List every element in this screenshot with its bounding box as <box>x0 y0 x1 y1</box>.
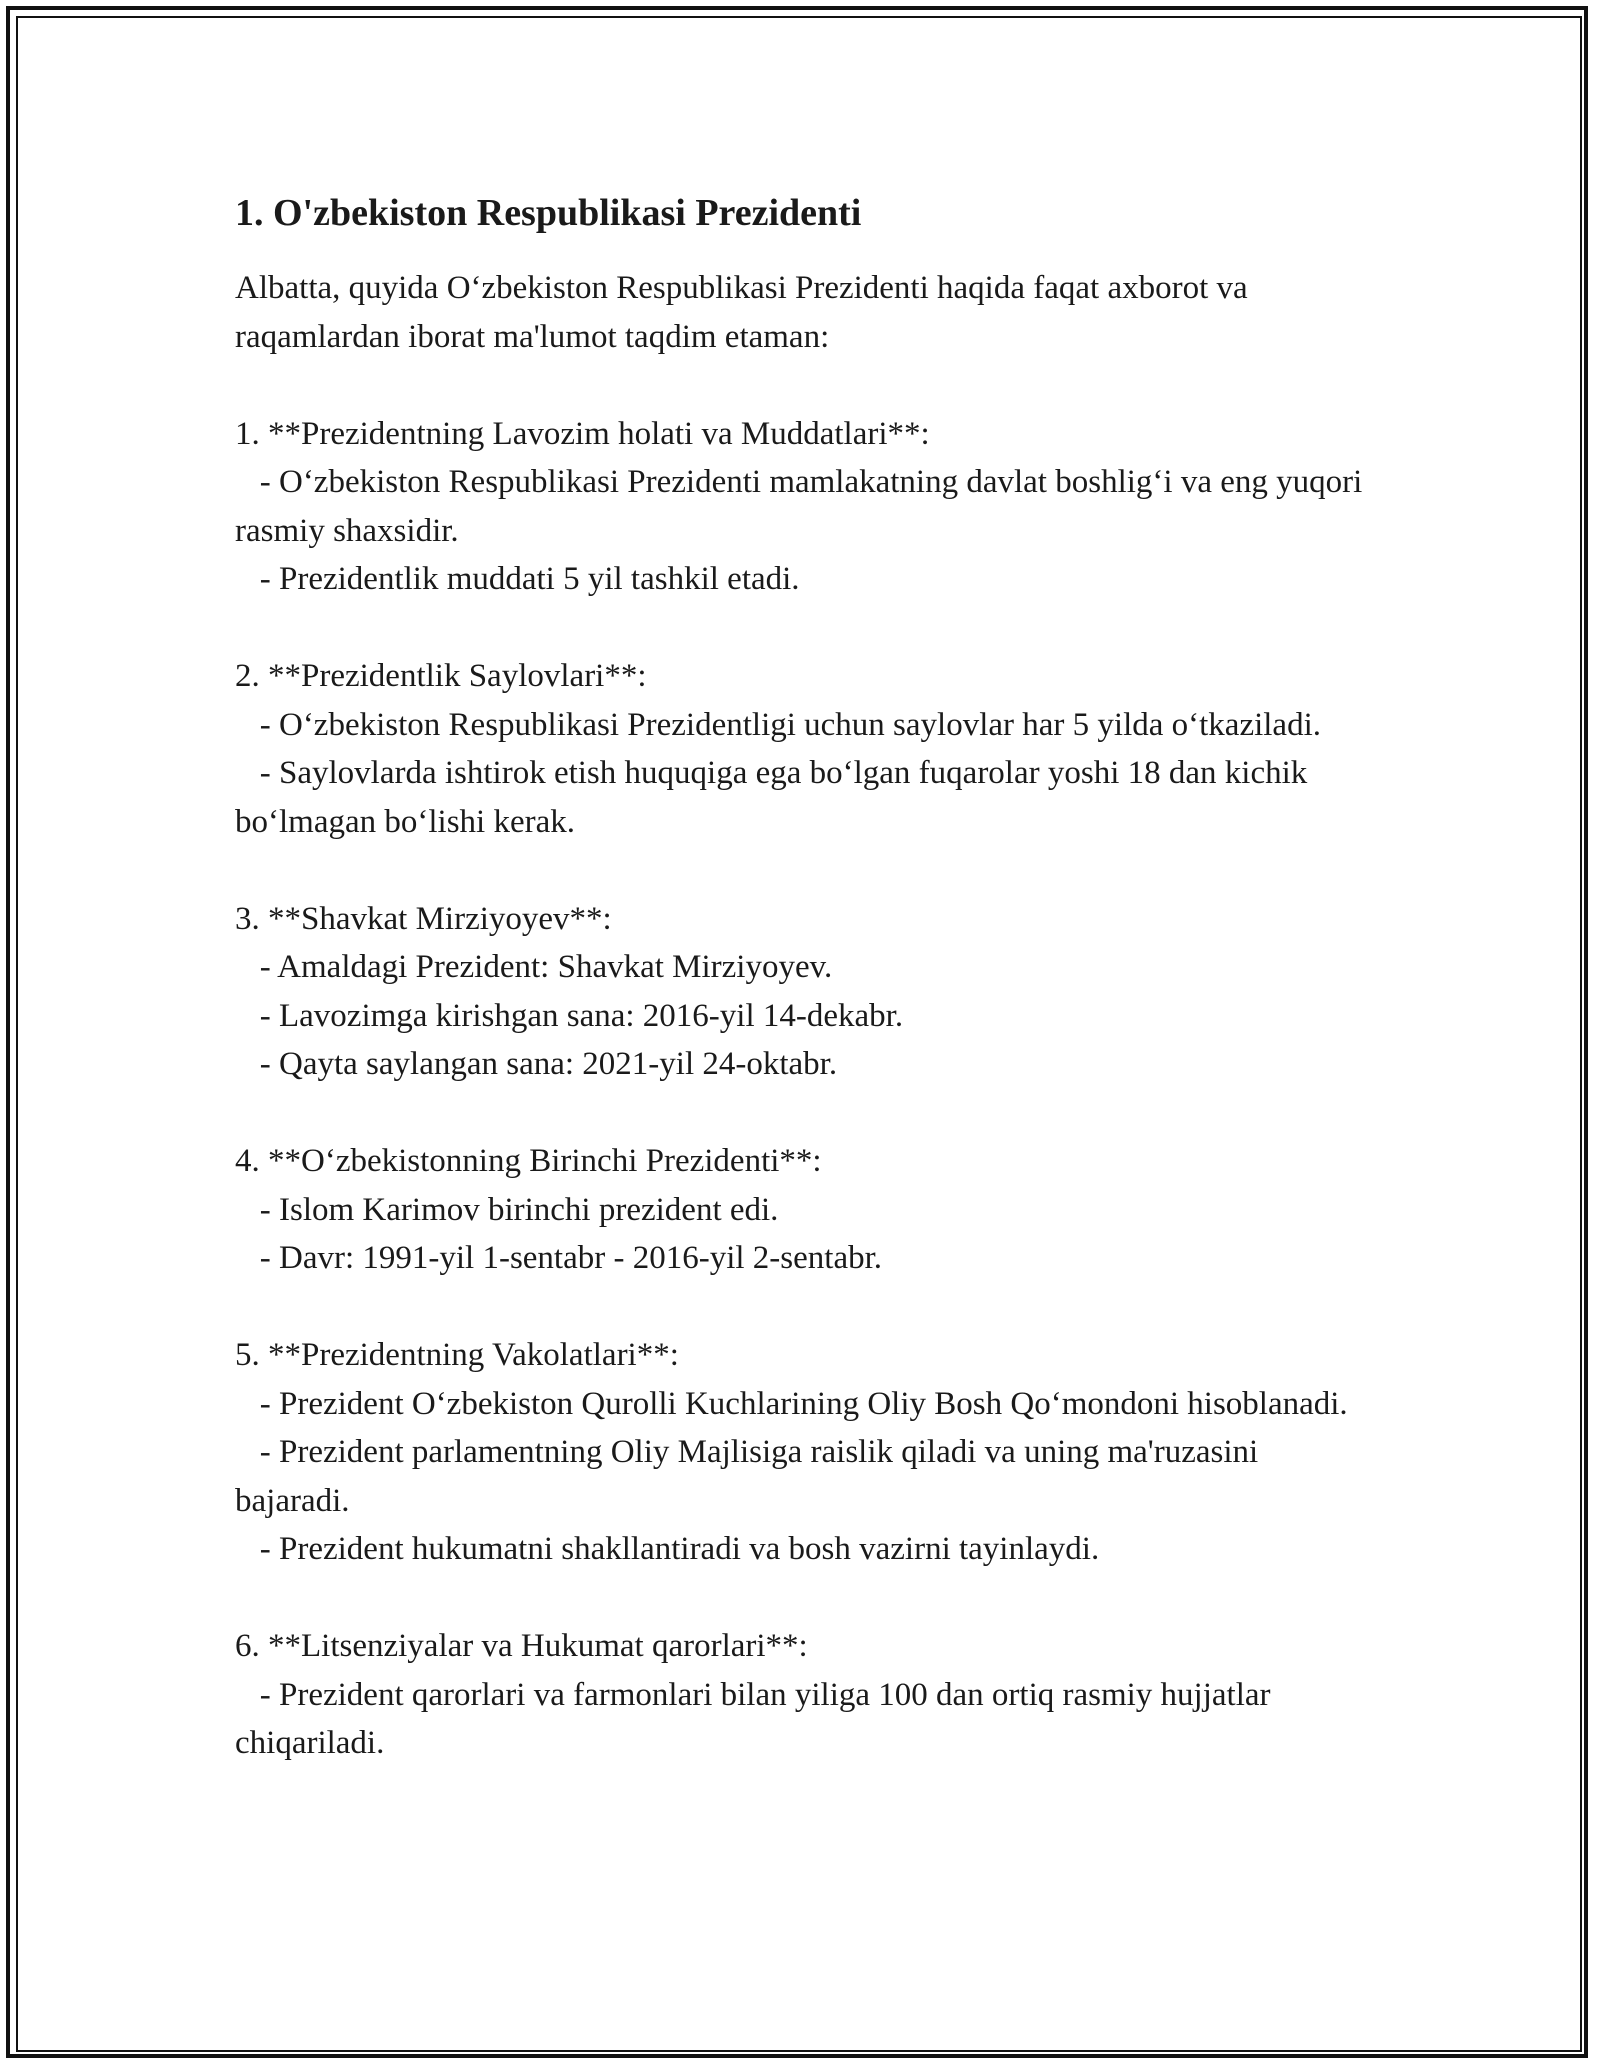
section-bullet: - Prezident qarorlari va farmonlari bilan yiliga 100 dan ortiq rasmiy hujjatlar chiqariladi. <box>235 1676 1279 1761</box>
section-4 <box>235 1137 1375 1283</box>
section-2 <box>235 652 1375 846</box>
section-bullet: - Prezident O‘zbekiston Qurolli Kuchlarining Oliy Bosh Qo‘mondoni hisoblanadi. <box>235 1385 1348 1422</box>
section-bullet: - O‘zbekiston Respublikasi Prezidenti mamlakatning davlat boshlig‘i va eng yuqori rasmiy shaxsidir. <box>235 464 1371 549</box>
paragraph-spacer <box>235 361 1375 410</box>
section-5 <box>235 1331 1375 1574</box>
section-heading: 5. **Prezidentning Vakolatlari**: <box>235 1337 679 1373</box>
section-6 <box>235 1622 1375 1768</box>
section-bullet: - Lavozimga kirishgan sana: 2016-yil 14-dekabr. <box>235 997 904 1034</box>
section-heading: 4. **O‘zbekistonning Birinchi Prezidenti**: <box>235 1143 822 1179</box>
section-heading: 2. **Prezidentlik Saylovlari**: <box>235 658 647 694</box>
section-bullet: - Islom Karimov birinchi prezident edi. <box>235 1191 779 1228</box>
intro-paragraph: Albatta, quyida O‘zbekiston Respublikasi Prezidenti haqida faqat axborot va raqamlardan iborat ma'lumot taqdim etaman: <box>235 270 1256 355</box>
section-heading: 6. **Litsenziyalar va Hukumat qarorlari**: <box>235 1628 808 1664</box>
section-bullet: - Saylovlarda ishtirok etish huquqiga ega bo‘lgan fuqarolar yoshi 18 dan kichik bo‘lmagan bo‘lishi kerak. <box>235 755 1316 840</box>
paragraph-spacer <box>235 1574 1375 1623</box>
section-bullet: - Prezident hukumatni shakllantiradi va bosh vazirni tayinlaydi. <box>235 1531 1100 1567</box>
section-bullet: - Qayta saylangan sana: 2021-yil 24-oktabr. <box>235 1046 838 1082</box>
paragraph-spacer <box>235 1089 1375 1138</box>
paragraph-spacer <box>235 1283 1375 1332</box>
paragraph-spacer <box>235 604 1375 653</box>
document-body <box>235 188 1375 1768</box>
section-bullet: - Prezident parlamentning Oliy Majlisiga raislik qiladi va uning ma'ruzasini bajaradi. <box>235 1434 1267 1519</box>
section-heading: 1. **Prezidentning Lavozim holati va Muddatlari**: <box>235 415 930 452</box>
section-1 <box>235 410 1375 604</box>
section-bullet: - Davr: 1991-yil 1-sentabr - 2016-yil 2-sentabr. <box>235 1240 883 1276</box>
section-bullet: - Amaldagi Prezident: Shavkat Mirziyoyev. <box>235 949 833 985</box>
section-bullet: - Prezidentlik muddati 5 yil tashkil etadi. <box>235 561 800 597</box>
section-3 <box>235 895 1375 1089</box>
section-heading: 3. **Shavkat Mirziyoyev**: <box>235 900 612 937</box>
paragraph-spacer <box>235 846 1375 895</box>
section-bullet: - O‘zbekiston Respublikasi Prezidentligi uchun saylovlar har 5 yilda o‘tkaziladi. <box>235 706 1321 743</box>
document-title: 1. O'zbekiston Respublikasi Prezidenti <box>235 192 862 234</box>
